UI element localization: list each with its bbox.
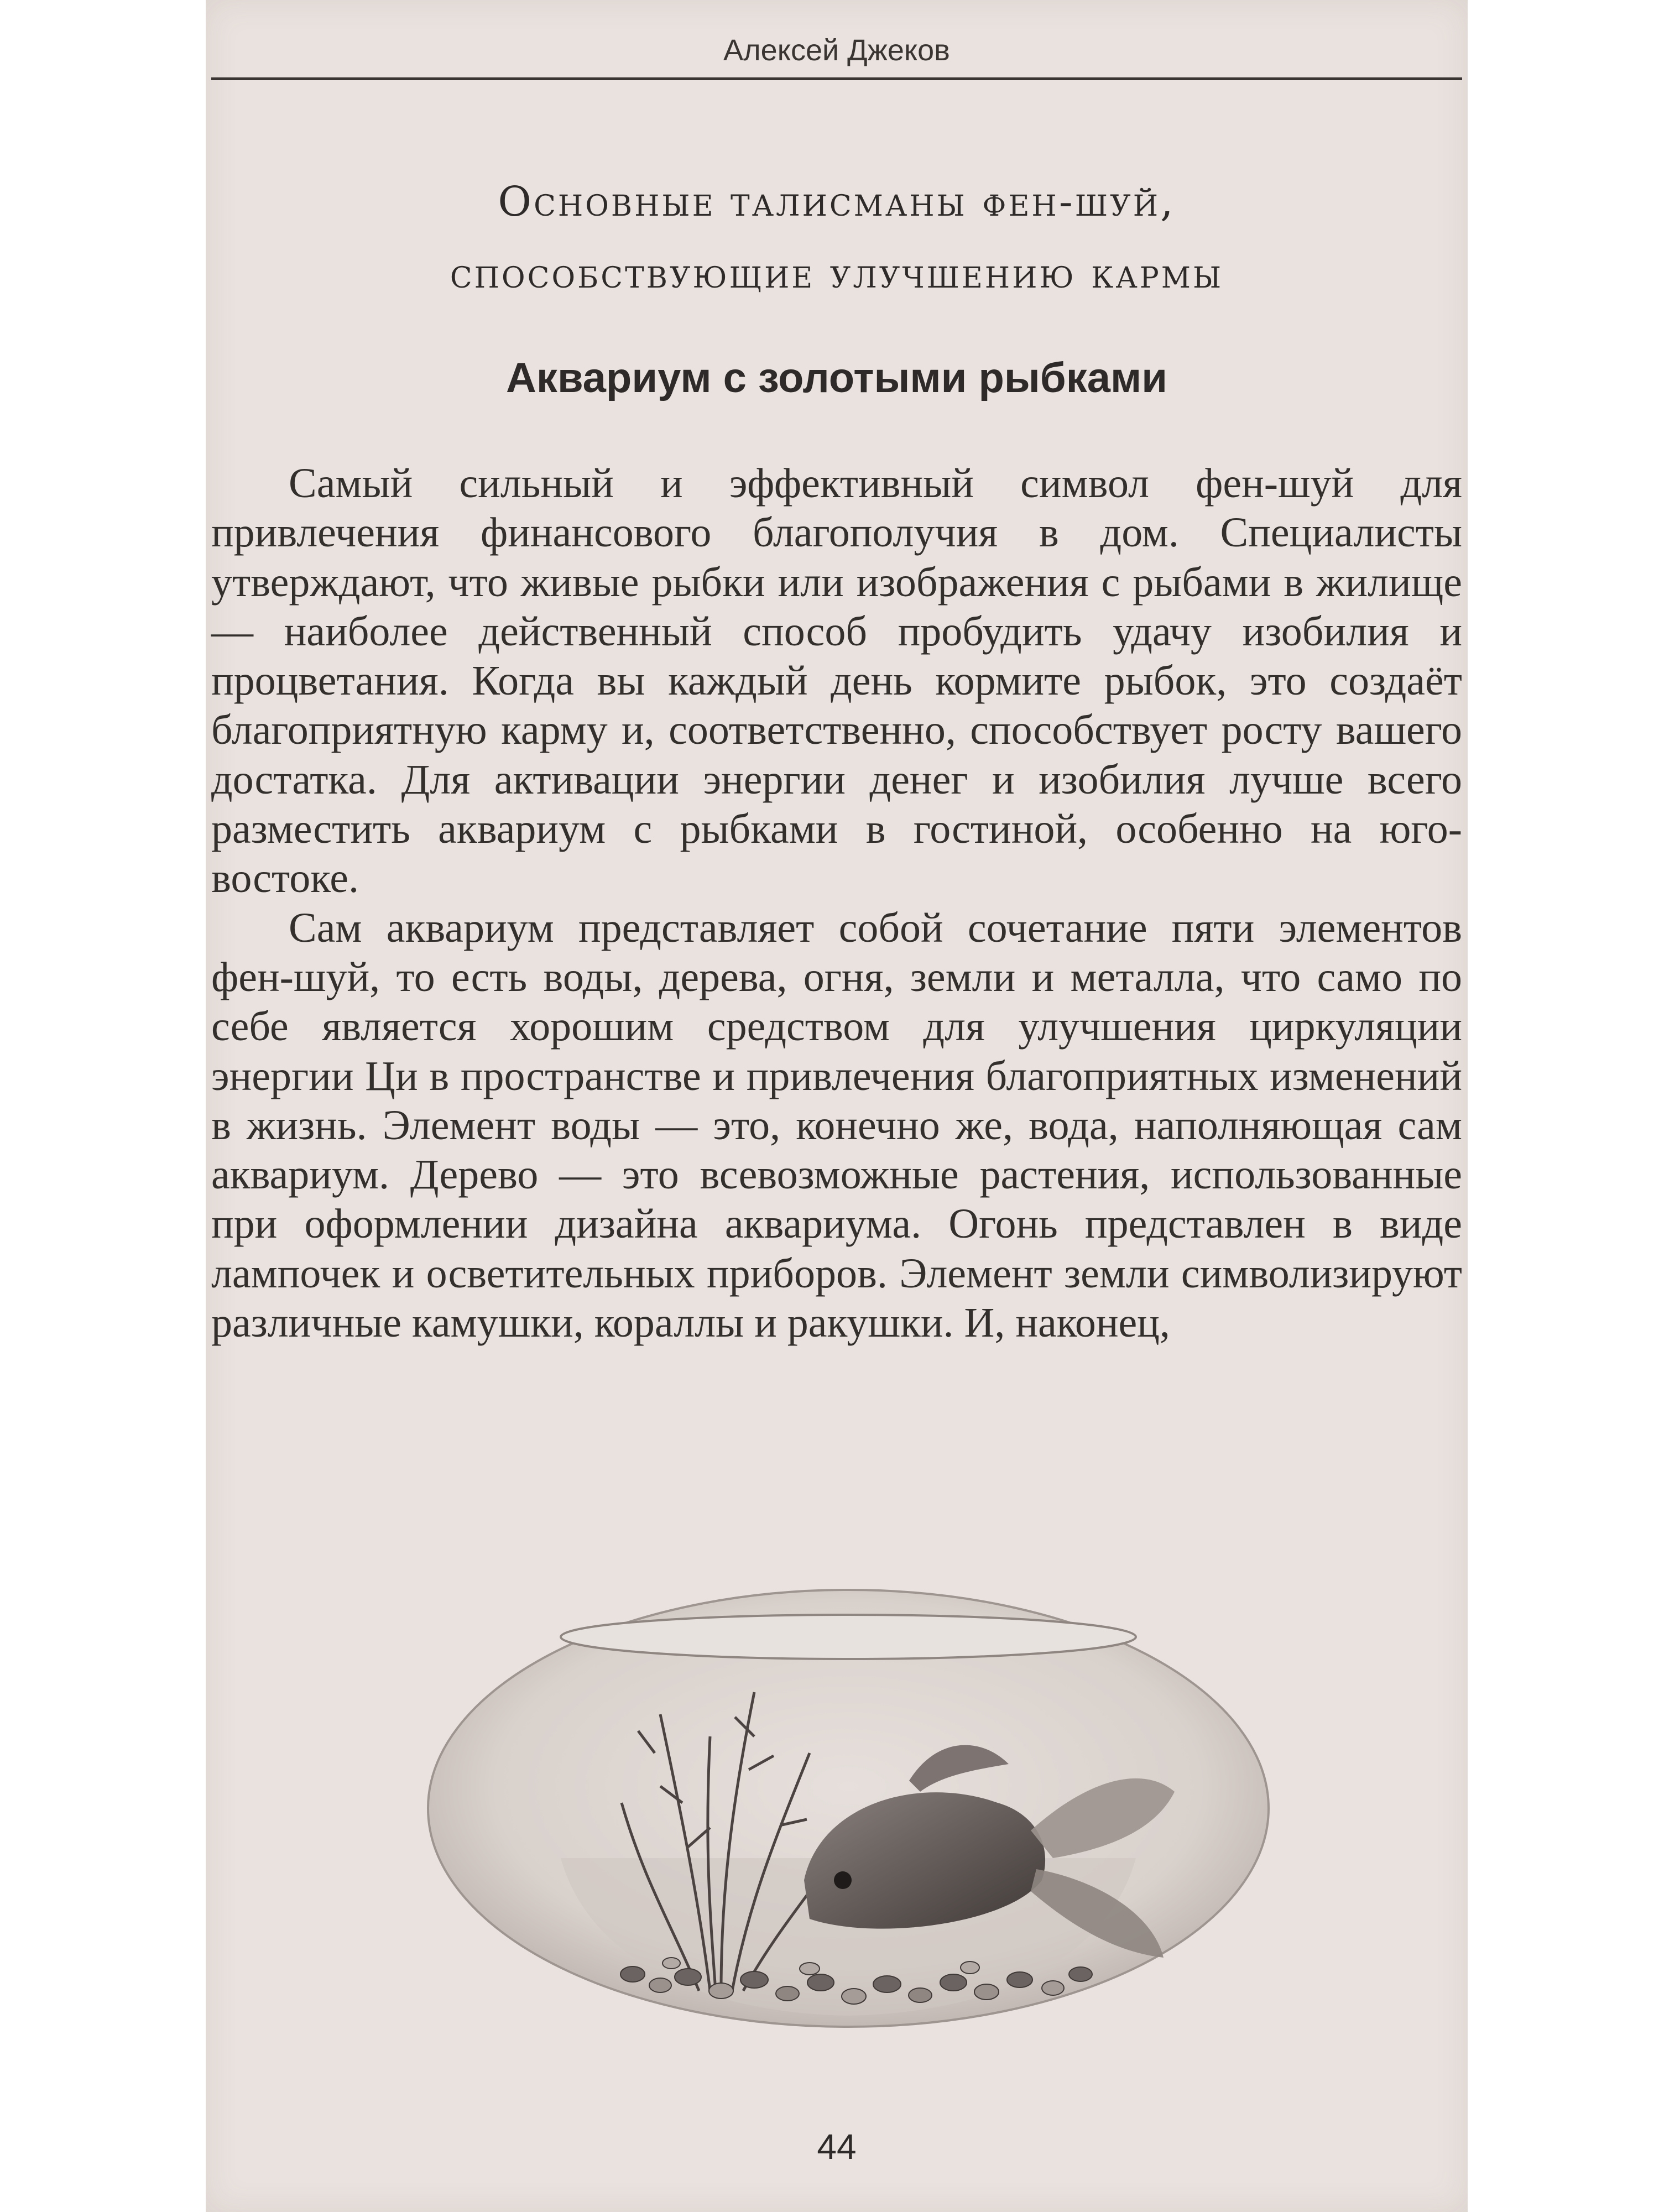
chapter-title-line-2: способствующие улучшению кармы bbox=[450, 250, 1224, 298]
chapter-title-line-1: Основные талисманы фен-шуй, bbox=[498, 178, 1176, 226]
body-text bbox=[211, 459, 1462, 1348]
book-page bbox=[206, 0, 1468, 2212]
running-head-author: Алексей Джеков bbox=[723, 34, 950, 67]
paragraph-2: Сам аквариум представляет собой сочетание пяти элементов фен-шуй, то есть воды, дерева, огня, земли и металла, что само по себе является хорошим средством для улучшения циркуляции энергии Ци в пространстве и привлечения благоприятных изменений в жизнь. Элемент воды — это, конечно же, вода, наполняющая сам аквариум. Дерево — это всевозможные растения, использованные при оформлении дизайна аквариума. Огонь представлен в виде лампочек и осветительных приборов. Элемент земли символизируют различные камушки, кораллы и ракушки. И, наконец, bbox=[211, 904, 1462, 1347]
page-number: 44 bbox=[817, 2127, 857, 2167]
chapter-title bbox=[206, 166, 1468, 310]
paragraph-1: Самый сильный и эффективный символ фен-шуй для привлечения финансового благополучия в дом. Специалисты утверждают, что живые рыбки или изображения с рыбами в жилище — наиболее действенный способ пробудить удачу изобилия и процветания. Когда вы каждый день кормите рыбок, это создаёт благоприятную карму и, соответственно, способствует росту вашего достатка. Для активации энергии денег и изобилия лучше всего разместить аквариум с рыбками в гостиной, особенно на юго-востоке. bbox=[211, 460, 1462, 902]
goldfish-bowl-illustration bbox=[422, 1571, 1274, 2030]
header-divider bbox=[211, 77, 1462, 80]
section-title: Аквариум с золотыми рыбками bbox=[506, 354, 1167, 401]
